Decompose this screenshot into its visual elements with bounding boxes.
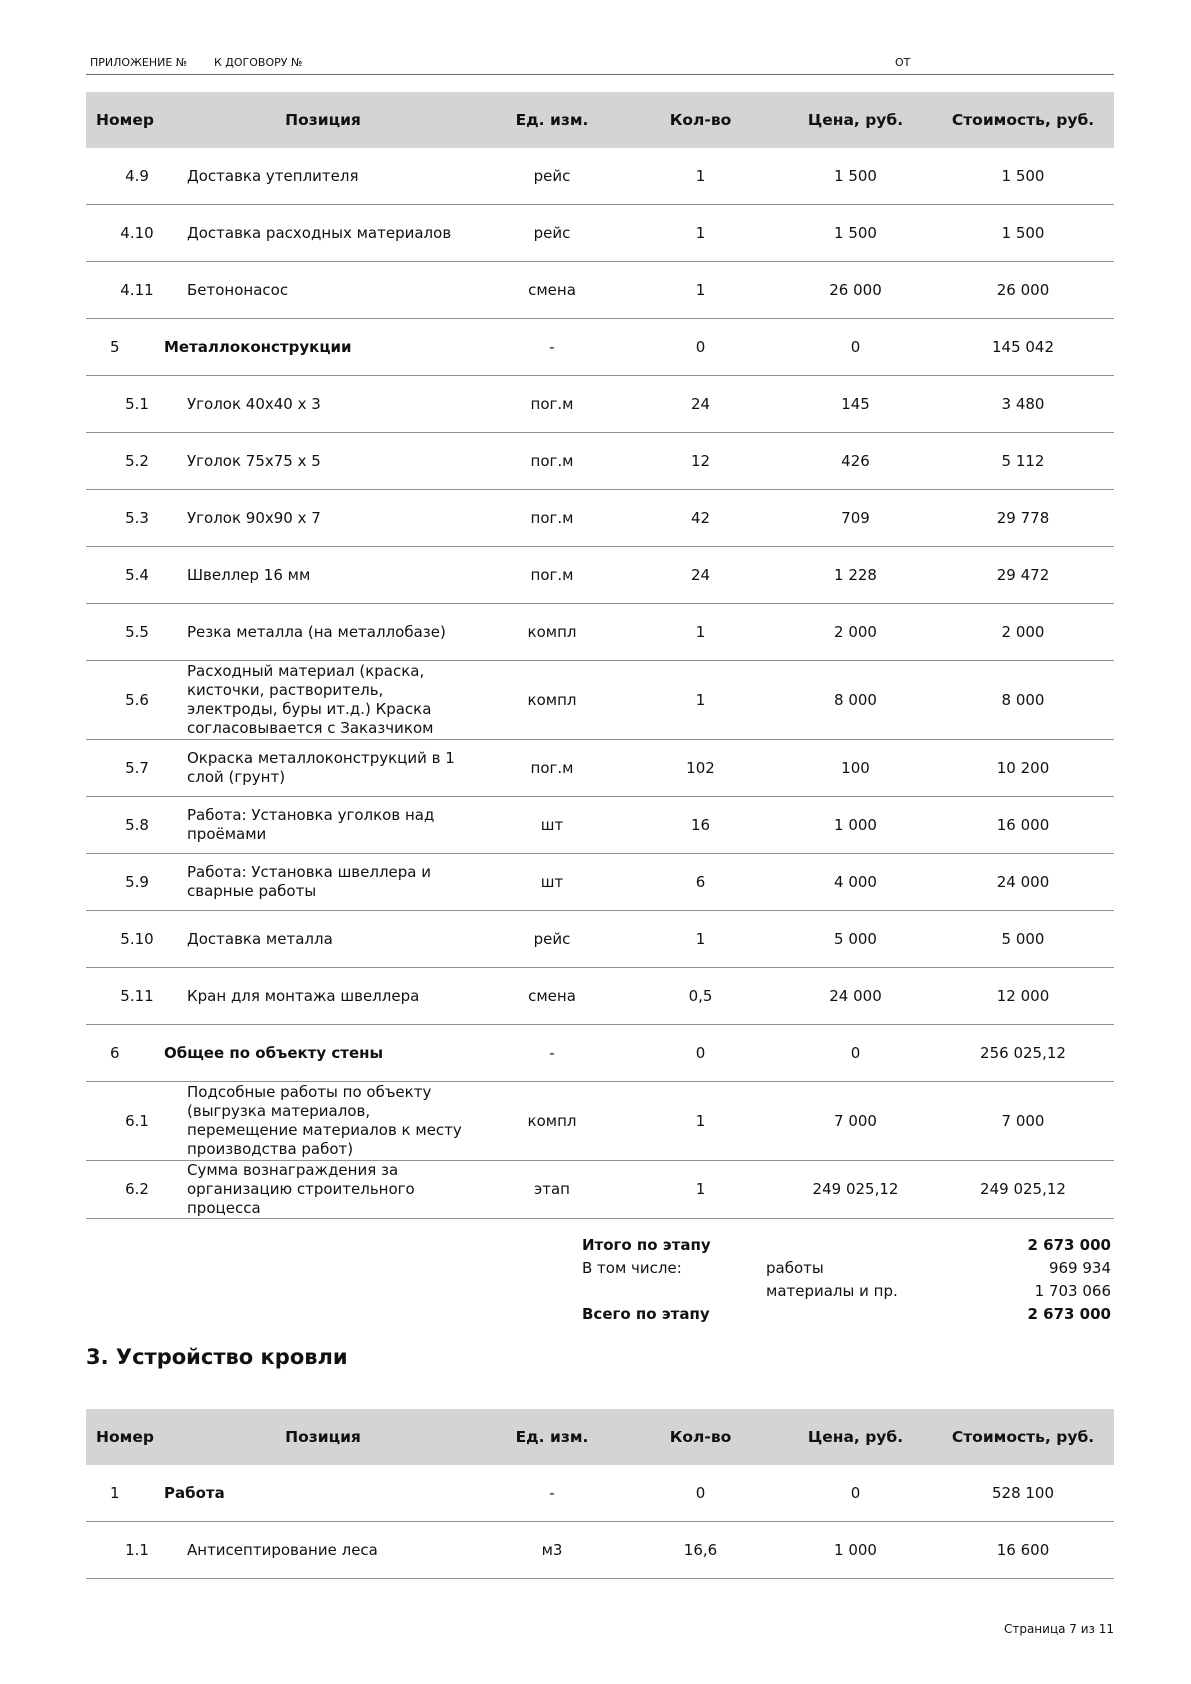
row-quantity: 6	[622, 854, 779, 911]
row-unit: -	[482, 319, 622, 376]
row-unit: этап	[482, 1161, 622, 1219]
row-quantity: 0	[622, 319, 779, 376]
table-row	[86, 433, 1114, 490]
row-number: 6.2	[86, 1161, 164, 1219]
row-unit: компл	[482, 1082, 622, 1161]
row-cost: 7 000	[932, 1082, 1114, 1161]
row-cost: 12 000	[932, 968, 1114, 1025]
row-cost: 5 000	[932, 911, 1114, 968]
row-cost: 29 472	[932, 547, 1114, 604]
table-row	[86, 205, 1114, 262]
row-price: 1 228	[779, 547, 932, 604]
row-position: Доставка расходных материалов	[164, 205, 482, 262]
stage-total-label: Всего по этапу	[582, 1305, 710, 1323]
row-cost: 5 112	[932, 433, 1114, 490]
column-header-price: Цена, руб.	[779, 92, 932, 148]
row-number: 4.9	[86, 148, 164, 205]
stage-total-value: 2 673 000	[1027, 1305, 1111, 1323]
row-price: 0	[779, 1025, 932, 1082]
row-cost: 256 025,12	[932, 1025, 1114, 1082]
row-unit: рейс	[482, 911, 622, 968]
row-price: 4 000	[779, 854, 932, 911]
table-row	[86, 1522, 1114, 1579]
stage-totals	[86, 1236, 1114, 1328]
row-quantity: 1	[622, 661, 779, 740]
row-position: Доставка металла	[164, 911, 482, 968]
row-number: 5.2	[86, 433, 164, 490]
row-cost: 1 500	[932, 205, 1114, 262]
section-row	[86, 1465, 1114, 1522]
row-price: 8 000	[779, 661, 932, 740]
row-quantity: 1	[622, 205, 779, 262]
row-position: Швеллер 16 мм	[164, 547, 482, 604]
row-unit: рейс	[482, 205, 622, 262]
section-row	[86, 319, 1114, 376]
row-quantity: 42	[622, 490, 779, 547]
row-unit: смена	[482, 262, 622, 319]
row-price: 709	[779, 490, 932, 547]
works-label: работы	[766, 1259, 824, 1277]
row-position: Сумма вознаграждения за организацию строительного процесса	[164, 1161, 482, 1219]
row-price: 1 000	[779, 1522, 932, 1579]
row-position: Антисептирование леса	[164, 1522, 482, 1579]
row-position: Общее по объекту стены	[164, 1025, 482, 1082]
row-unit: шт	[482, 797, 622, 854]
estimate-table-roof	[86, 1409, 1114, 1579]
estimate-table-walls	[86, 92, 1114, 1219]
row-quantity: 1	[622, 604, 779, 661]
row-position: Уголок 75х75 х 5	[164, 433, 482, 490]
row-number: 1.1	[86, 1522, 164, 1579]
row-price: 145	[779, 376, 932, 433]
row-unit: рейс	[482, 148, 622, 205]
row-cost: 29 778	[932, 490, 1114, 547]
row-cost: 10 200	[932, 740, 1114, 797]
row-position: Уголок 90х90 х 7	[164, 490, 482, 547]
row-position: Работа: Установка швеллера и сварные работы	[164, 854, 482, 911]
row-cost: 16 000	[932, 797, 1114, 854]
row-price: 5 000	[779, 911, 932, 968]
document-header	[86, 54, 1114, 75]
row-price: 426	[779, 433, 932, 490]
row-number: 5.11	[86, 968, 164, 1025]
row-number: 5	[86, 319, 164, 376]
row-quantity: 1	[622, 262, 779, 319]
row-quantity: 0	[622, 1465, 779, 1522]
table-row	[86, 262, 1114, 319]
row-unit: смена	[482, 968, 622, 1025]
row-number: 5.9	[86, 854, 164, 911]
row-quantity: 1	[622, 148, 779, 205]
row-position: Кран для монтажа швеллера	[164, 968, 482, 1025]
section-row	[86, 1025, 1114, 1082]
row-position: Бетононасос	[164, 262, 482, 319]
column-header-position: Позиция	[164, 92, 482, 148]
row-number: 5.3	[86, 490, 164, 547]
table-header-row	[86, 1409, 1114, 1465]
row-quantity: 1	[622, 1082, 779, 1161]
row-unit: пог.м	[482, 376, 622, 433]
row-price: 24 000	[779, 968, 932, 1025]
row-number: 5.7	[86, 740, 164, 797]
row-unit: пог.м	[482, 490, 622, 547]
row-quantity: 16	[622, 797, 779, 854]
row-price: 1 500	[779, 148, 932, 205]
table-row	[86, 490, 1114, 547]
row-quantity: 0	[622, 1025, 779, 1082]
row-price: 0	[779, 1465, 932, 1522]
row-price: 7 000	[779, 1082, 932, 1161]
table-row	[86, 604, 1114, 661]
row-price: 2 000	[779, 604, 932, 661]
row-unit: шт	[482, 854, 622, 911]
row-number: 5.5	[86, 604, 164, 661]
row-position: Окраска металлоконструкций в 1 слой (грунт)	[164, 740, 482, 797]
row-price: 249 025,12	[779, 1161, 932, 1219]
row-position: Подсобные работы по объекту (выгрузка материалов, перемещение материалов к месту производства работ)	[164, 1082, 482, 1161]
column-header-unit: Ед. изм.	[482, 92, 622, 148]
column-header-position: Позиция	[164, 1409, 482, 1465]
row-cost: 8 000	[932, 661, 1114, 740]
row-cost: 1 500	[932, 148, 1114, 205]
row-number: 5.6	[86, 661, 164, 740]
page-number: Страница 7 из 11	[1003, 1622, 1114, 1636]
row-position: Работа	[164, 1465, 482, 1522]
row-number: 5.1	[86, 376, 164, 433]
materials-line	[86, 1282, 1114, 1305]
row-cost: 3 480	[932, 376, 1114, 433]
materials-label: материалы и пр.	[766, 1282, 898, 1300]
table-header-row	[86, 92, 1114, 148]
row-quantity: 12	[622, 433, 779, 490]
row-position: Резка металла (на металлобазе)	[164, 604, 482, 661]
works-value: 969 934	[1048, 1259, 1111, 1277]
row-cost: 249 025,12	[932, 1161, 1114, 1219]
row-number: 5.4	[86, 547, 164, 604]
row-cost: 528 100	[932, 1465, 1114, 1522]
row-number: 4.11	[86, 262, 164, 319]
row-quantity: 24	[622, 547, 779, 604]
row-quantity: 16,6	[622, 1522, 779, 1579]
stage-subtotal-value: 2 673 000	[1027, 1236, 1111, 1254]
row-price: 0	[779, 319, 932, 376]
row-price: 1 000	[779, 797, 932, 854]
row-unit: -	[482, 1025, 622, 1082]
row-number: 6.1	[86, 1082, 164, 1161]
column-header-number: Номер	[86, 92, 164, 148]
works-line	[86, 1259, 1114, 1282]
row-cost: 145 042	[932, 319, 1114, 376]
table-row	[86, 797, 1114, 854]
row-position: Расходный материал (краска, кисточки, растворитель, электроды, буры ит.д.) Краска согласовывается с Заказчиком	[164, 661, 482, 740]
row-quantity: 1	[622, 1161, 779, 1219]
table-row	[86, 547, 1114, 604]
section-title: 3. Устройство кровли	[86, 1345, 348, 1369]
row-cost: 2 000	[932, 604, 1114, 661]
row-position: Доставка утеплителя	[164, 148, 482, 205]
stage-total-line	[86, 1305, 1114, 1328]
contract-label: К ДОГОВОРУ №	[214, 56, 303, 69]
row-cost: 24 000	[932, 854, 1114, 911]
row-quantity: 0,5	[622, 968, 779, 1025]
table-row	[86, 1082, 1114, 1161]
annex-label: ПРИЛОЖЕНИЕ №	[90, 56, 188, 69]
stage-subtotal-label: Итого по этапу	[582, 1236, 711, 1254]
row-number: 1	[86, 1465, 164, 1522]
column-header-quantity: Кол-во	[622, 1409, 779, 1465]
table-row	[86, 854, 1114, 911]
date-from-label: ОТ	[895, 56, 911, 69]
table-row	[86, 911, 1114, 968]
table-row	[86, 148, 1114, 205]
row-cost: 16 600	[932, 1522, 1114, 1579]
materials-value: 1 703 066	[1034, 1282, 1111, 1300]
column-header-quantity: Кол-во	[622, 92, 779, 148]
table-row	[86, 376, 1114, 433]
row-number: 5.10	[86, 911, 164, 968]
table-row	[86, 1161, 1114, 1219]
column-header-price: Цена, руб.	[779, 1409, 932, 1465]
row-unit: пог.м	[482, 740, 622, 797]
row-cost: 26 000	[932, 262, 1114, 319]
row-quantity: 24	[622, 376, 779, 433]
table-row	[86, 968, 1114, 1025]
row-unit: -	[482, 1465, 622, 1522]
table-row	[86, 740, 1114, 797]
including-label: В том числе:	[582, 1259, 682, 1277]
row-position: Металлоконструкции	[164, 319, 482, 376]
row-price: 1 500	[779, 205, 932, 262]
row-unit: м3	[482, 1522, 622, 1579]
row-unit: пог.м	[482, 433, 622, 490]
row-price: 26 000	[779, 262, 932, 319]
row-unit: пог.м	[482, 547, 622, 604]
row-number: 6	[86, 1025, 164, 1082]
column-header-cost: Стоимость, руб.	[932, 92, 1114, 148]
row-unit: компл	[482, 661, 622, 740]
row-quantity: 102	[622, 740, 779, 797]
row-quantity: 1	[622, 911, 779, 968]
column-header-unit: Ед. изм.	[482, 1409, 622, 1465]
column-header-cost: Стоимость, руб.	[932, 1409, 1114, 1465]
row-position: Уголок 40х40 х 3	[164, 376, 482, 433]
row-number: 5.8	[86, 797, 164, 854]
row-position: Работа: Установка уголков над проёмами	[164, 797, 482, 854]
row-unit: компл	[482, 604, 622, 661]
row-price: 100	[779, 740, 932, 797]
table-row	[86, 661, 1114, 740]
column-header-number: Номер	[86, 1409, 164, 1465]
row-number: 4.10	[86, 205, 164, 262]
stage-subtotal-line	[86, 1236, 1114, 1259]
